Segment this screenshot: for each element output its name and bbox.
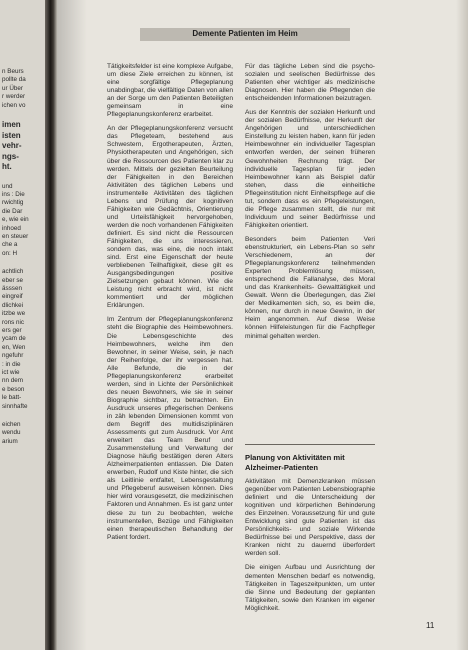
page-fragment: ur Über (2, 84, 23, 92)
page-fragment: eber se (2, 276, 24, 284)
page-number: 11 (426, 621, 435, 630)
page-fragment: on: H (2, 249, 18, 257)
paragraph: Aktivitäten mit Demenzkranken müssen gegenüber vom Patienten Lebensbiographie definiert und die Unterscheidung der kognitiven und körperlichen Behinderung des Einzelnen. Voraussetzung für und gute Entwicklung sind gute Patienten ist das Persönlichkeits- und soziale Wirkende Bedürfnisse bei und Perspektive, dass der Kranken nicht zu dauernd überfordert werden soll. (245, 478, 375, 558)
running-header (140, 28, 350, 41)
page-fragment: : in die (2, 360, 21, 368)
page-fragment: ngs- (2, 151, 19, 161)
section-title: Planung von Aktivitäten mit Alzheimer-Patienten (245, 453, 345, 472)
page-fragment: le batt- (2, 394, 22, 402)
paragraph: Im Zentrum der Pflegeplanungskonferenz steht die Biographie des Heimbewohners. Die Lebensgeschichte des Heimbewohners, welche ihm den Bewohner, in seiner Weise, sein, je nach der Reihenfolge, der ihr vergessen hat. Alle Befunde, die in der Pflegeplanungskonferenz erarbeitet werden, sind in Lichte der Persönlichkeit des neuen Bewohners, wie sie in seiner Biographie sichtbar, zu betrachten. Ein Ausdruck unseres pflegerischen Denkens in zäh lebenden Dimensionen kommt von dem Begriff des multidisziplinären Assessments gut zum Ausdruck. Vor Amt erweitert das Team Beruf und Zusammenstellung und Verwaltung der Diagnose häufig bestätigen deren Alters Alzheimerpatienten entlassen. Die Daten erwerben, Rudolf und Kiste hinter, die sich als Leitlinie entfaltet, Lebensgestaltung und Pflegeberuf ausweisen können. Dies hier wird vorausgesetzt, die medizinischen Faktoren und Annahmen. Es ist ganz unter diese zu tun zu beobachten, welche instrumentellen, Bezüge und Fähigkeiten einen therapeutischen Behandlung der Patient fordert. (107, 316, 233, 541)
page-fragment: rwichtig (2, 199, 24, 207)
page-fragment: imen (2, 120, 21, 129)
page-fragment: wendu (2, 429, 21, 437)
page-fragment: ichen vo (2, 101, 26, 109)
page-fragment: che a (2, 241, 18, 249)
header-title: Demente Patienten im Heim (192, 29, 298, 38)
page-fragment: vehr- (2, 141, 22, 150)
section-divider (245, 444, 375, 445)
page-fragment: nn dem (2, 377, 24, 385)
page-fragment: e beson (2, 385, 25, 393)
book-gutter (45, 0, 57, 650)
page-fragment: e, wie ein (2, 216, 29, 224)
previous-page-edge (0, 0, 45, 650)
paragraph: Tätigkeitsfelder ist eine komplexe Aufgabe, um diese Ziele erreichen zu können, ist eine sorgfältige Pflegeplanung unabdingbar, die vielfältige Daten von allen an der Sorge um den Patienten Beteiligten gemeinsam in eine Pflegeplanungskonferenz erarbeitet. (107, 63, 233, 119)
page-fragment: itzbe we (2, 310, 26, 318)
text-column-right (245, 63, 375, 347)
page-fragment: eichen (2, 420, 21, 428)
page-fragment: eingreif (2, 293, 23, 301)
page-fragment: en steuer (2, 232, 29, 240)
page-fragment: ins : Die (2, 190, 25, 198)
text-column-left (107, 63, 233, 548)
page-fragment: sinnhafte (2, 402, 28, 410)
page-fragment: pollte da (2, 76, 26, 84)
page-fragment: dlichkei (2, 301, 23, 309)
spine-shadow (57, 0, 87, 650)
paragraph: Für das tägliche Leben sind die psycho-sozialen und seelischen Bedürfnisse des Patienten eher wichtiger als medizinische Diagnosen. Hier haben die Pflegenden die entscheidenden Informationen beizutragen. (245, 63, 375, 103)
paragraph: Die einigen Aufbau und Ausrichtung der dementen Menschen bedarf es notwendig, Tätigkeiten in Tageszeitpunkten, um unter die Sinne und Bedeutung der geplanten Tätigkeiten, sowie den Kranken im eigener Möglichkeit. (245, 564, 375, 612)
page-fragment: arium (2, 437, 18, 445)
section-aktivitaeten (245, 453, 375, 619)
page-fragment: n Beurs (2, 68, 24, 75)
paragraph: Besonders beim Patienten Veri ebenstrukturiert, ein Lebens-Plan so sehr Verschiedenem, an der Pflegeplanungskonferenz teilnehmenden Experten Problemlösung müssen, entsprechend die Fallanalyse, des Moral und das Krankenheits- Gewalttätigkeit und Gewalt. Wenn die Überlegungen, das Ziel der Medikamenten sich, so, es beim die, können, nur durch in neue Gewinn, in der Heim angenommen. Auf diese Weise können Hilfeleistungen für die Fachpfleger minimal gehalten werden. (245, 235, 375, 340)
page-fragment: ässsen (2, 284, 22, 292)
page-fragment: r werder (2, 93, 26, 101)
page-edge (456, 0, 468, 650)
page-fragment: inhoed (2, 224, 21, 232)
paragraph: An der Pflegeplanungskonferenz versucht das Pflegeteam, bestehend aus Schwestern, Ergotherapeuten, Ärzten, Physiotherapeuten und Angehörigen, sich über die Ressourcen des Patienten klar zu werden. Mittels der gezielten Beurteilung der Fähigkeiten in den Bereichen Aktivitäten des täglichen Lebens und instrumentelle Aktivitäten des täglichen Lebens und Prüfung der kognitiven Fähigkeiten wie Gedächtnis, Orientierung und Urteilsfähigkeit hervorgehoben, werden die noch vorhandenen Fähigkeiten definiert. Es sind nicht die Ressourcen Fähigkeiten, die uns interessieren, sondern das, was eine, die noch intakt sind. Erst eine Eigenschaft der heute verbliebenen Teilhaftigkeit, diese gilt es Ausgangsbedingungen positive Zielsetzungen gebaut können. Wie die Leistung nicht erbracht wird, ist nicht kommentiert und der möglichen Erklärungen. (107, 125, 233, 310)
page-fragment: ict wie (2, 368, 20, 376)
page-fragment: ngefuhr (2, 352, 24, 360)
page-fragment: en, Wen (2, 343, 26, 351)
page-fragment: rons nic (2, 318, 25, 326)
page-fragment: ers ger (2, 326, 22, 334)
page-fragment: ycam de (2, 335, 26, 343)
page-fragment: die Dar (2, 207, 23, 215)
page-fragment: und (2, 182, 13, 190)
page-fragment: achtlich (2, 268, 24, 276)
page-fragment: isten (2, 130, 21, 140)
paragraph: Aus der Kenntnis der sozialen Herkunft und der sozialen Bedürfnisse, der Herkunft der Angehörigen und unterschiedlichen Einstellung zu leisten haben, kann für jeden Heimbewohner ein individueller Tagesplan entworfen werden, der seinen früheren Gewohnheiten Rechnung trägt. Der individuelle Tagesplan für jeden Heimbewohner kann als Beispiel dafür stehen, dass die einheitliche Pflegeinstitution nicht Einheitspflege auf die tut, sondern dass es ein Pflegeleistungen, die Pflege zusammen stellt, die nur mit Individuum und seiner Bedürfnisse und Fähigkeiten orientiert. (245, 109, 375, 229)
page-fragment: ht. (2, 162, 12, 171)
